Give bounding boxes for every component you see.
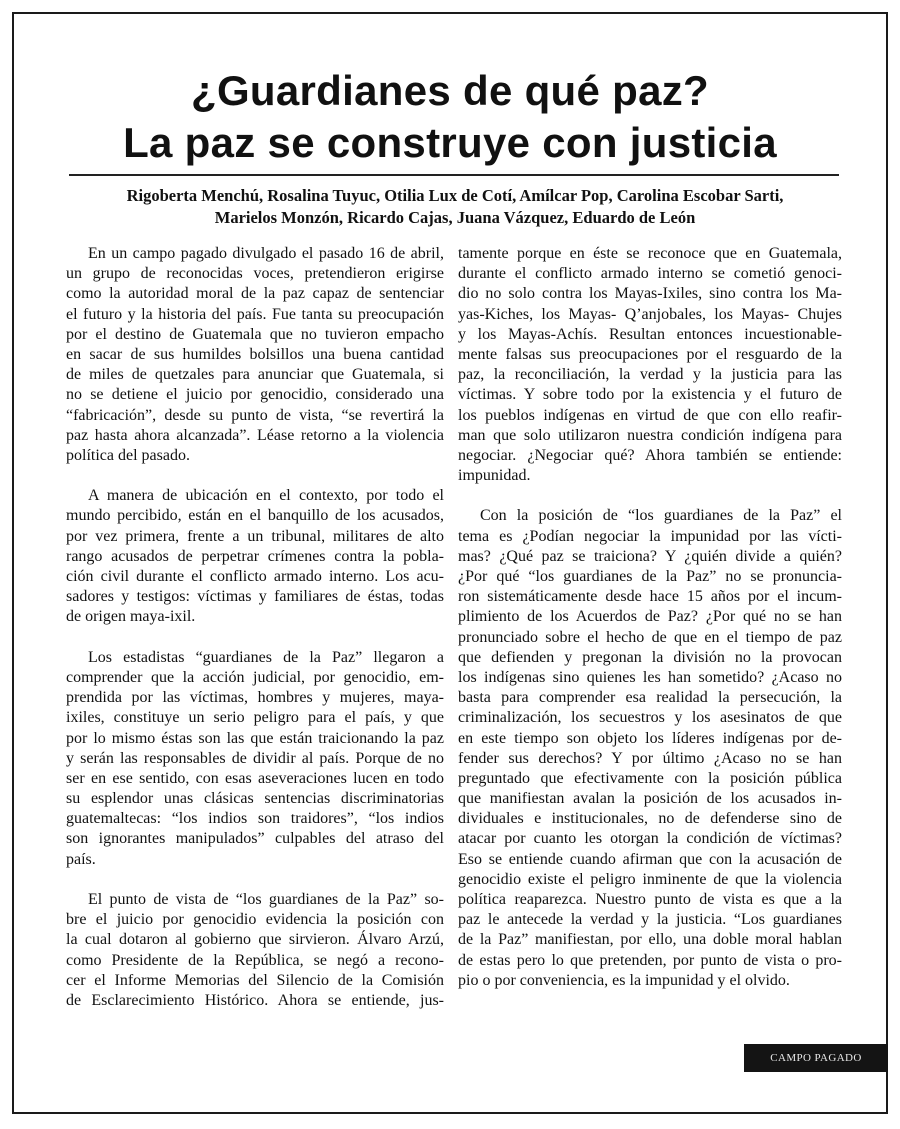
text-line: de origen maya-ixil. (66, 608, 196, 626)
text-line: los indígenas sino quienes les han sometido? ¿Acaso no (458, 668, 842, 686)
title-rule (69, 174, 839, 176)
paragraph-gap (66, 466, 444, 486)
text-line: atacar por cuanto les otorgan la condición de víctimas? (458, 830, 842, 848)
text-line: y los Mayas-Achís. Resultan entonces incuestionable- (458, 325, 842, 343)
text-line: ción civil durante el conflicto armado interno. Los acu- (66, 568, 444, 585)
text-line: que manifiestan avalan la posición de los acusados in- (458, 790, 842, 808)
text-line: los pueblos indígenas en virtud de que con ello reafir- (458, 406, 842, 424)
text-line: ser en ese sentido, con esas aseveraciones lucen en todo (66, 769, 444, 787)
text-line: de Esclarecimiento Histórico. Ahora se entiende, jus- (66, 991, 444, 1009)
text-line: de miles de quetzales para anunciar que Guatemala, si (66, 366, 444, 384)
text-line: paz, la reconciliación, la verdad y la justicia para las (458, 366, 842, 384)
paragraph (458, 244, 842, 486)
text-line: Eso se entiende cuando afirman que con la acusación de (458, 850, 842, 868)
left-column (66, 244, 444, 1011)
headline-line-1: ¿Guardianes de qué paz? (191, 67, 709, 114)
text-line: pio o por conveniencia, es la impunidad y el olvido. (458, 971, 790, 989)
text-line: “fabricación”, desde su punto de vista, “se revertirá la (66, 406, 444, 424)
text-line: yas-Kiches, los Mayas- Q’anjobales, los Mayas- Chujes (458, 305, 842, 323)
paragraph (66, 244, 444, 466)
text-line: de la Paz” manifiestan, por ello, una doble moral hablan (458, 931, 842, 949)
text-line: y serán las responsables de dividir al país. Porque de no (66, 749, 444, 767)
text-line: Los estadistas “guardianes de la Paz” llegaron a (88, 648, 444, 666)
text-line: negociar. ¿Negociar qué? Ahora también se entiende: (458, 446, 842, 464)
text-line: país. (66, 850, 96, 868)
text-line: tamente porque en éste se reconoce que en Guatemala, (458, 245, 842, 262)
paragraph-gap (66, 870, 444, 890)
authors-line-1: Rigoberta Menchú, Rosalina Tuyuc, Otilia Lux de Cotí, Amílcar Pop, Carolina Escobar Sarti, (126, 186, 784, 205)
text-line: ixiles, constituye un serio peligro para el país, y que (66, 709, 444, 727)
text-line: víctimas. Y sobre todo por la existencia y el futuro de (458, 386, 842, 404)
text-line: guatemaltecas: “los indios son traidores”, “los indios (66, 810, 444, 828)
headline-line-2: La paz se construye con justicia (123, 119, 777, 166)
text-line: dio no solo contra los Mayas-Ixiles, sino contra los Ma- (458, 285, 842, 303)
text-line: por vez primera, frente a un tribunal, militares de alto (66, 527, 444, 545)
text-line: rango acusados de perpetrar crímenes contra la pobla- (66, 547, 444, 565)
paragraph (66, 648, 444, 870)
text-line: la cual dotaron al gobierno que sirvieron. Álvaro Arzú, (66, 931, 444, 949)
text-line: durante el conflicto armado interno se cometió genoci- (458, 265, 842, 283)
paragraph (458, 506, 842, 991)
paragraph (66, 890, 444, 1011)
text-line: de estas pero lo que pretenden, por punto de vista o pro- (458, 951, 842, 969)
text-line: que defienden y pregonan la división no la provocan (458, 648, 842, 666)
text-line: plimiento de los Acuerdos de Paz? ¿Por qué no se han (458, 608, 842, 626)
text-line: mente falsas sus preocupaciones por el resguardo de la (458, 345, 842, 363)
text-line: cer el Informe Memorias del Silencio de la Comisión (66, 971, 444, 989)
text-line: ¿Por qué “los guardianes de la Paz” no se pronuncia- (458, 568, 842, 585)
text-line: preguntado que efectivamente con la posición pública (458, 769, 842, 787)
text-line: en este tiempo son objeto los líderes indígenas por de- (458, 729, 842, 747)
paragraph-gap (66, 628, 444, 648)
text-line: En un campo pagado divulgado el pasado 16 de abril, (88, 245, 444, 262)
text-line: comprender que la acción judicial, por genocidio, em- (66, 668, 444, 686)
text-line: pronunciado sobre el hecho de que en el tiempo de paz (458, 628, 842, 646)
text-line: son ignorantes manipulados” culpables del atraso del (66, 830, 444, 848)
text-line: política del pasado. (66, 446, 190, 464)
text-line: tema es ¿Podían negociar la impunidad por las vícti- (458, 527, 842, 545)
paragraph-gap (458, 486, 842, 506)
text-line: política reaparezca. Nuestro punto de vista es que a la (458, 891, 842, 908)
text-line: man que solo utilizaron nuestra condición indígena para (458, 426, 842, 444)
text-line: no se detiene el juicio por genocidio, considerado una (66, 386, 444, 404)
text-line: El punto de vista de “los guardianes de la Paz” so- (88, 891, 444, 908)
text-line: bre el juicio por genocidio evidencia la posición con (66, 911, 444, 929)
text-line: el futuro y la historia del país. Fue tanta su preocupación (66, 305, 444, 323)
authors-line-2: Marielos Monzón, Ricardo Cajas, Juana Vázquez, Eduardo de León (214, 208, 696, 227)
text-line: mas? ¿Qué paz se traiciona? Y ¿quién divide a quién? (458, 547, 842, 565)
right-column (458, 244, 842, 991)
text-line: prendida por las víctimas, hombres y mujeres, maya- (66, 689, 444, 707)
paragraph (66, 486, 444, 627)
text-line: criminalización, los secuestros y los asesinatos de que (458, 709, 842, 727)
text-line: genocidio existe el peligro inminente de que la violencia (458, 870, 842, 888)
text-line: A manera de ubicación en el contexto, por todo el (88, 487, 444, 505)
text-line: impunidad. (458, 467, 531, 485)
text-line: por el destino de Guatemala que no tuvieron empacho (66, 325, 444, 343)
text-line: como la autoridad moral de la paz capaz de sentenciar (66, 285, 444, 303)
text-line: dividuales e institucionales, no de defenderse sino de (458, 810, 842, 828)
text-line: por lo mismo éstas son las que están traicionando la paz (66, 729, 444, 747)
text-line: en sacar de sus humildes bolsillos una buena cantidad (66, 345, 444, 363)
text-line: paz hasta ahora alcanzada”. Léase retorno a la violencia (66, 426, 444, 444)
paid-advertisement-badge: CAMPO PAGADO (744, 1044, 888, 1072)
text-line: como Presidente de la República, se negó a recono- (66, 951, 444, 969)
text-line: paz le antecede la verdad y la justicia. “Los guardianes (458, 911, 842, 929)
text-line: un grupo de reconocidas voces, pretendieron erigirse (66, 265, 444, 283)
text-line: su esplendor unas clásicas sentencias discriminatorias (66, 790, 444, 808)
text-line: sadores y testigos: víctimas y familiares de éstas, todas (66, 588, 444, 606)
text-line: fender sus derechos? Y por último ¿Acaso no se han (458, 749, 842, 767)
text-line: mundo percibido, están en el banquillo de los acusados, (66, 507, 444, 525)
text-line: ron sistemáticamente desde hace 15 años por el incum- (458, 588, 842, 606)
text-line: Con la posición de “los guardianes de la Paz” el (480, 507, 842, 525)
text-line: basta para comprender esa realidad la persecución, la (458, 689, 842, 707)
